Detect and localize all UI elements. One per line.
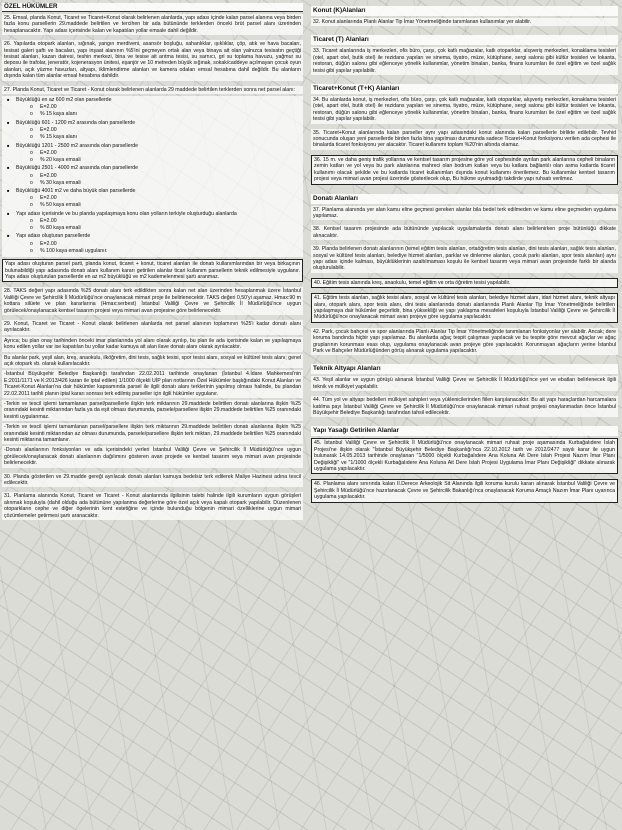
parcel-size-item: ■ Yapı adası içerisinde ve bu planda yapılaşmaya konu olan yolların terkiyle oluşturduğu alanlarda o E=2.00 o % 80 kaya emsali <box>16 211 301 232</box>
clause-29-d: -İstanbul Büyükşehir Belediye Başkanlığı tarafından 22.02.2011 tarihinde onaylanan (İstanbul 4.İdare Mahkemesi'nin E:2011/1171 ve K:2013/426 kararı ile iptal edilen) 1/1000 ölçekli UİP plan notlarının Özel Hükümler başlığındaki Konut Alanları ve Ticaret-Konut Alanları'na dair hükümler kapsamında parsel ile ilgili donatı alanı terklerinin yapılmış olması halinde, bu plandan 22.02.2011 tarihli planın iptal kararı sonrası terk edilmiş parseller için ilgili hükümler uygulanır. <box>4 371 301 397</box>
section-ticaret: Ticaret (T) Alanları <box>311 35 618 45</box>
clause-38: 38. Kentsel tasarım projesinde ada bütününde yapılacak uygulamalarda donatı alanı belirlenirken proje bütünlüğü dikkate alınacaktır. <box>313 226 616 239</box>
section-ticaret-konut: Ticaret+Konut (T+K) Alanları <box>311 84 618 94</box>
clause-27-note: Yapı adası oluşturan parsel parti, planda konut, ticaret + konut, ticaret alanları ile donatı kullanımlarından bir veya birkaçının bulunabildiği yapı adasında donatı alanı kullanım kararı getirilen alanlar ticari kullanım parsellerin teknik edilmesiyle uygulanır. Yapı adası oluşturulan parsellerde en az m2 büyüklüğü ve m2 kademelenmesi şartı aranmaz. <box>2 259 303 282</box>
clause-40: 40. Eğitim tesis alanında kreş, anaokulu, temel eğitim ve orta öğretim tesisi yapılabilir. <box>311 278 618 288</box>
right-column <box>311 0 618 830</box>
clause-29: 29. Konut, Ticaret ve Ticaret - Konut olarak belirlenen alanlarda net parsel alanının toplamının %25'i kadar donatı alanı ayrılacaktır. <box>4 320 301 334</box>
clause-45: 45. İstanbul Valiliği Çevre ve Şehircilik İl Müdürlüğü'nce onaylanacak mimari ruhsat proje aşamasında Kurbağalıdere İslah Projesi'ne ilişkin olarak "İstanbul Büyükşehir Belediye Başkanlığı'nca 22.10.2012 tarih ve 2012/2477 sayılı karar ile uygun bulunarak 14.05.2013 tarihinde onaylanan "1/5000 ölçekli Kurbağalıdere Ana Koluna Ait Dere Islah Projesi Nazım İmar Planı Değişikliği" ve "1/1000 ölçekli Kurbağalıdere Ana Koluna Ait Dere Islah Projesi Uygulama İmar Planı Değişikliği" dikkate alınarak uygulama yapılacaktır. <box>311 438 618 474</box>
page-title: ÖZEL HÜKÜMLER <box>2 3 303 12</box>
clause-29-b: Ayrıca; bu plan onay tarihinden önceki imar planlarında yol alanı olarak ayrılıp, bu plan ile ada içerisinde kalan ve yapılaşmaya konu edilen yollar var ise kapatılan bu yollar kadar kamuya ait alan ilave donatı alanı olarak ayrılacaktır. <box>4 337 301 351</box>
left-column <box>2 0 303 830</box>
clause-36: 36. 15 m. ve daha geniş trafik yollarına ve kentsel tasarım projesine göre yol cephesinde ayrılan park alanlarına cepheli binaların zemin katları ve yol veya bu park alanlarına mahreci olan bodrum katları veya bu katlara bağlantılı olan asma katlarda ticaret kullanımı olacak şekilde ve bu katlarda ticaret kullanımları dışında konut kullanımı önerilemez. Bu kullanımlar kentsel tasarım projesi veya mimari avan projesi üzerinde gösterilecek olup, Bu hükme uyulmadığı takdirde yapı ruhsatı verilmez. <box>311 155 618 185</box>
section-teknik-altyapi: Teknik Altyapı Alanları <box>311 364 618 374</box>
parcel-size-item: ■ Büyüklüğü 601 - 1200 m2 arasında olan parsellerde o E=2.00 o % 15 kaya alanı <box>16 120 301 141</box>
clause-28: 28. TAKS değeri yapı adasında %25 donatı alanı terk edildikten sonra kalan net alan üzerinden hesaplanmak üzere İstanbul Valiliği Çevre ve Şehircilik İl Müdürlüğü'nce onaylanacak mimari proje ile belirlenecektir. TAKS değeri 0,50'yi aşamaz. Hmax:90 m kottara silüete ve plan kararlarına (Hmax:serbest) İstanbul Valiliği Çevre ve Şehircilik İl Müdürlüğü'nce uygun görülecek/onaylanacak kentsel tasarım projesi veya mimari avan projesine göre belirlenecektir. <box>4 288 301 314</box>
clause-39: 39. Planda belirlenen donatı alanlarının (temel eğitim tesis alanları, ortaöğretim tesis alanları, dini tesis alanları, sağlık tesis alanları, sosyal ve kültürel tesis alanları, belediye hizmet alanları, parklar ve dinlenme alanları, çocuk parkı alanları, spor tesis alanları) aynı yapı adası içinde kalması, büyüklüklerinin azaltılmaması koşulu ile kentsel tasarım veya mimari avan projesinde farklı bir alanda oluşturulabilir. <box>313 246 616 272</box>
clause-26: 26. Yapılarda otopark alanları, sığınak, yangın merdiveni, asansör boşluğu, sahanlıklar, ışıklıklar, çöp, atık ve hava bacaları, tesisat galeri şaftı ve bacaları, yapı inşaat alanının %5'ini geçmeyen ortak alan veya binaya ait olan yalnızca tesisatın geçtiği tesisat alanları, kazan dairesi, teshin merkezi, bina ve tesise ait arıtma tesisi, su sarnıcı, gri su toplama havuzu, yağmur su deposu ile trafolar, jeneratör, kojenerasyon ünitesi, eşanjör ve 10 metreden büyük sığınak, sokak/caddeye açılmayan çocuk oyun alanları, açık yüzme havuzları, altyapı, iklimlendirme alanları ve kamera odaları emsal hesabına dahil değildir. Bu alanların dışında kalan tüm alanlar emsal hesabına dahildir. <box>4 41 301 80</box>
clause-32: 32. Konut alanlarında Planlı Alanlar Tip İmar Yönetmeliğinde tanımlanan kullanımlar yer alabilir. <box>311 18 618 26</box>
parcel-size-item: ■ Büyüklüğü 4001 m2 ve daha büyük olan parsellerde o E=2.00 o % 50 kaya emsali <box>16 188 301 209</box>
clause-29-g: -Donatı alanlarının fonksiyonları ve ada içerisindeki yerleri İstanbul Valiliği Çevre ve Şehircilik İl Müdürlüğü'nce uygun görülecek/onaylanacak donatı alanlarının dağılımını gösteren avan projede ve kentsel tasarım veya mimari avan projesinde belirlenecektir. <box>4 447 301 467</box>
parcel-size-list <box>2 96 303 257</box>
clause-30: 30. Planda gösterilen ve 29.madde gereği ayrılacak donatı alanları kamuya bedelsiz terk edilerek Maliye Hazinesi adına tescil edilecektir. <box>4 473 301 487</box>
clause-46: 46. Planlama alanı sınırında kalan II.Derece Arkeolojik Sit Alanında ilgili koruma kurulu kararı alınarak İstanbul Valiliği Çevre ve Şehircilik İl Müdürlüğü'nce hazırlanacak Çevre ve Şehircilik Bakanlığı'nca onaylanacak Koruma Amaçlı Nazım İmar Planı uyarınca uygulama yapılacaktır. <box>311 479 618 502</box>
section-konut: Konut (K)Alanları <box>311 6 618 16</box>
clause-43: 43. Yeşil alanlar ve uygun görüşü alınarak İstanbul Valiliği Çevre ve Şehircilik İl Müdürlüğü'nce yeri ve ebatları belirlenecek ilgili teknik ve mülkiyet yapılabilir. <box>313 377 616 390</box>
clause-41: 41. Eğitim tesis alanları, sağlık tesisi alanı, sosyal ve kültürel tesis alanları, belediye hizmet alanı, idari hizmet alanı, teknik altyapı alanı, otopark alanı, spor tesis alanı, dini tesis alanlarında donatı alanlarında Planlı Alanlar Tip İmar Yönetmeliğinde belirtilen yapılaşmaya dair hükümler geçerlidir, bina yüksekliği ve yapı yaklaşma mesafeleri koşuluyla İstanbul Valiliği Çevre ve Şehircilik İl Müdürlüğü'nce onaylanacak mimari avan projeye göre uygulama yapılacaktır. <box>311 293 618 323</box>
clause-27: 27. Planda Konut, Ticaret ve Ticaret - Konut olarak belirlenen alanlarda 29 maddede belirtilen terklerden sonra net parsel alanı: <box>2 86 303 94</box>
clause-44: 44. Tüm yol ve altyapı bedelleri mülkiyet sahipleri veya yüklenicilerinden fiilen karşılanacaktır. Bu ait yapı haraçlardan harcamalara katılma payı İstanbul Valiliği Çevre ve Şehircilik İl Müdürlüğü'nce onaylanacak mimari ruhsat projesi onaylanmadan önce İstanbul Büyükşehir Belediye Başkanlığı tarafından tahsil edilecektir. <box>313 397 616 417</box>
clause-33: 33. Ticaret alanlarında iş merkezleri, ofis büro, çarşı, çok katlı mağazalar, katlı otoparklar, alışveriş merkezleri, konaklama tesisleri (otel, apart otel, butik otel) ile rezidans yapıları ve sinema, tiyatro, müze, kütüphane, sergi salonu gibi kültür tesisleri ve lokanta, restoran, düğün salonu gibi eğlenceye yönelik kullanımlar, yönetim binaları, banka, finans kurumları ile özel eğitim ve özel sağlık tesisi gibi yapılar yapılabilir. <box>313 48 616 74</box>
clause-31: 31. Planlama alanında Konut, Ticaret ve Ticaret - Konut alanlarında ilgilisinin talebi halinde ilgili kurumların uygun görüşleri alınmak koşuluyla (dahil olduğu ada bütününe yapılanma değerlerine göre özel açık veya kapalı otopark yapılabilir. Düzenlenen otoparkların cephe ve diğer ögelerinin kent estetiğine ve içinde bulunduğu bölgenin mimari özelliklerine uygun mimari çözümlemeler getirmesi şartı aranacaktır. <box>4 493 301 519</box>
parcel-size-item: ■ Büyüklüğü en az 600 m2 olan parsellerde o E=2.00 o % 15 kaya alanı <box>16 97 301 118</box>
clause-35: 35. Ticaret+Konut alanlarında kalan parseller aynı yapı adasındaki konut alanında kalan parsellerle birlikte edilebilir. Tevhid sonucunda oluşan yeni parsellerde birden fazla bina yapılması durumunda sadece Ticaret+Konut fonksiyonu verilen ada cephesi ile binalarda ticaret fonksiyonu yer alacaktır. Ticaret kullanımı toplam %20'nin altında olamaz. <box>313 129 616 149</box>
clause-25: 25. Emsal, planda Konut, Ticaret ve Ticaret+Konut olarak belirlenen alanlarda, yapı adası içinde kalan parsel alanına veya birden fazla konu parsellerin 29.maddede belirtilen ve tercihen bir ada bütününde terklerden önceki brüt parsel alanı üzerinden hesaplanacaktır. Yapı adası içerisinde kalan ve kapatılan yollar emsale dahil değildir. <box>4 15 301 34</box>
parcel-size-item: ■ Büyüklüğü 2501 - 4000 m2 arasında olan parsellerde o E=2.00 o % 30 kaya emsali <box>16 165 301 186</box>
clause-37: 37. Planlama alanında yer alan kamu eline geçmesi gereken alanlar bila bedel terk edilmeden ve kamu eline geçmeden uygulama yapılamaz. <box>313 206 616 219</box>
clause-34: 34. Bu alanlarda konut, iş merkezleri, ofis büro, çarşı, çok katlı mağazalar, katlı otoparklar, alışveriş merkezleri, konaklama tesisleri (otel, apart otel, butik otel) ile rezidans yapıları ve sinema, tiyatro, müze, kütüphane, sergi salonu gibi kültür tesisleri ve lokanta, restoran, düğün salonu gibi eğlenceye yönelik kullanımlar, yönetim binaları, banka, finans kurumları ile özel eğitim ve özel sağlık tesisi gibi yapılar yapılabilir. <box>313 97 616 123</box>
section-yapi-yasagi: Yapı Yasağı Getirilen Alanlar <box>311 426 618 436</box>
section-donati: Donatı Alanları <box>311 194 618 204</box>
clause-29-c: Bu alanlar park, yeşil alan, kreş, anaokulu, ilköğretim, dini tesis, sağlık tesisi, spor tesisi alanı, sosyal ve kültürel tesis alanı; genel açık otopark vb. olarak kullanılacaktır. <box>4 354 301 367</box>
clause-29-f: -Terkin ve tescil işlemi tamamlanan parsel/parsellere ilişkin terk miktarının 29.maddede belirtilen donatı alanlarına ilişkin %25 oranındaki kesinti miktarından az olması durumunda, parsele/parsellere ilişkin terk miktarı, 29.maddede belirtilen %25 oranındaki kesinti miktarına tamamlanır. <box>4 424 301 444</box>
clause-42: 42. Park, çocuk bahçesi ve spor alanlarında Planlı Alanlar Tip İmar Yönetmeliğinde tanımlanan fonksiyonlar yer alabilir. Ancak; dere koruma bandında hiçbir yapı yapılamaz. Bu alanlarda ağaç tespit çalışması yapılacak ve bu tespite göre mevcut ağaçlar ve ağaç gruplarının korunması esas olup, uygulama onaylanacak avan projeye göre yapılacaktır. Korunmayan ağaçların yerine İstanbul Park ve Bahçeler Müdürlüğünden görüş alınarak uygulama yapılacaktır. <box>313 328 616 354</box>
clause-29-e: -Terkin ve tescil işlemi tamamlanan parsel/parsellerle ilişkin terk miktarının 29.maddede belirtilen donatı alanlarına ilişkin %25 oranındaki kesinti miktarından fazla ya da eşit olması durumunda, parsele/parsellere ilişkin 29.maddede belirtilen %25 oranındaki kesinti uygulanmaz. <box>4 401 301 420</box>
parcel-size-item: ■ Yapı adası oluşturan parsellerde o E=2.00 o % 100 kaya emsali uygulanır. <box>16 233 301 254</box>
parcel-size-item: ■ Büyüklüğü 1201 - 2500 m2 arasında olan parsellerde o E=2.00 o % 20 kaya emsali <box>16 143 301 164</box>
